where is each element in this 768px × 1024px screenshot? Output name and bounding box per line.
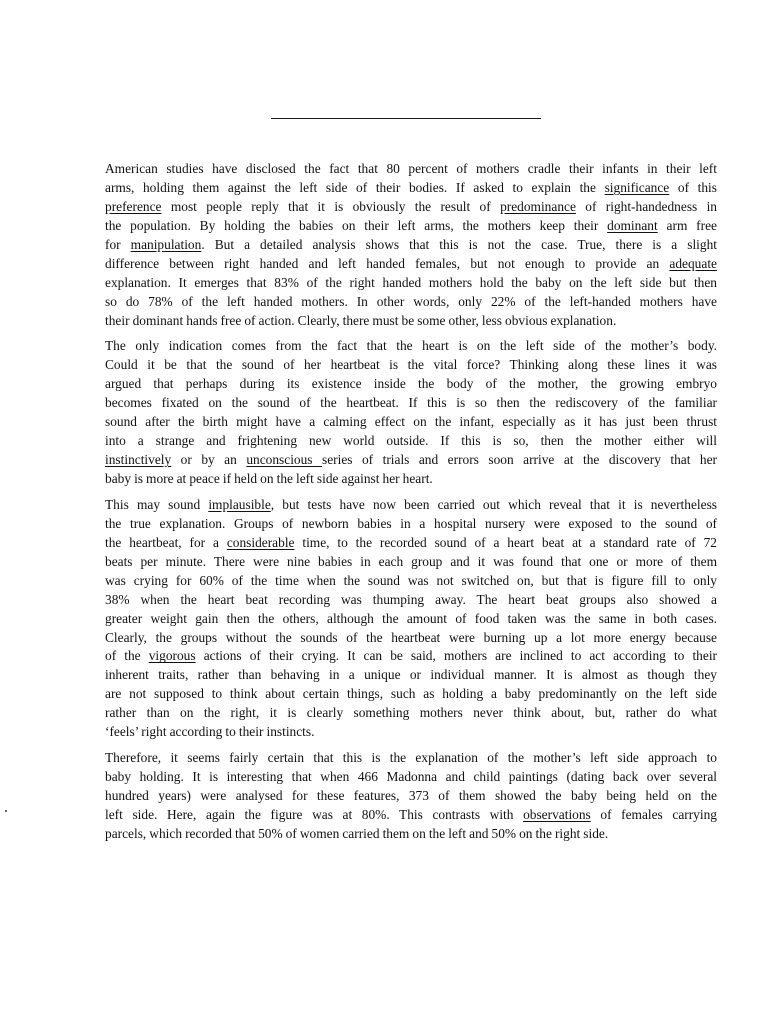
scan-speck: [5, 810, 7, 812]
text-line: [105, 806, 717, 825]
text-line: [105, 160, 717, 179]
underlined-vocabulary-word: predominance: [500, 198, 576, 214]
text-run: the heartbeat, for a: [105, 534, 227, 550]
text-run: difference between right handed and left handed females, but not enough to provide an: [105, 255, 670, 271]
text-run: Clearly, the groups without the sounds of the heartbeat were burning up a lot more energy because: [105, 629, 717, 645]
text-line: [105, 704, 717, 723]
text-run: argued that perhaps during its existence inside the body of the mother, the growing embryo: [105, 376, 717, 392]
text-run: their dominant hands free of action. Clearly, there must be some other, less obvious explanation.: [105, 312, 617, 328]
text-line: [105, 749, 717, 768]
paragraph: [105, 337, 717, 489]
text-run: . But a detailed analysis shows that this is not the case. True, there is a slight: [201, 236, 717, 252]
underlined-vocabulary-word: dominant: [607, 217, 658, 233]
text-run: This may sound: [105, 496, 209, 512]
text-run: , but tests have now been carried out which reveal that it is nevertheless: [270, 496, 717, 512]
text-line: [105, 610, 717, 629]
text-run: Could it be that the sound of her heartbeat is the vital force? Thinking along these lines it was: [105, 357, 717, 373]
underlined-vocabulary-word: adequate: [669, 255, 717, 271]
paragraph: [105, 749, 717, 844]
underlined-vocabulary-word: considerable: [226, 534, 295, 550]
text-line: [105, 723, 717, 742]
text-run: baby is more at peace if held on the left side against her heart.: [105, 471, 433, 486]
text-line: [105, 337, 717, 356]
text-run: explanation. It emerges that 83% of the right handed mothers hold the baby on the left side but then: [105, 274, 717, 290]
text-run: American studies have disclosed the fact that 80 percent of mothers cradle their infants in their left: [105, 161, 717, 176]
text-line: [105, 293, 717, 312]
text-run: actions of their crying. It can be said, mothers are inclined to act according to their: [195, 648, 718, 664]
text-line: [105, 217, 717, 236]
text-run: of females carrying: [590, 806, 717, 822]
text-line: [105, 534, 717, 553]
text-line: [105, 787, 717, 806]
text-line: [105, 553, 717, 572]
text-line: [105, 825, 717, 844]
text-line: [105, 198, 717, 217]
underlined-vocabulary-word: instinctively: [105, 452, 172, 468]
text-line: [105, 236, 717, 255]
text-run: left side. Here, again the figure was at 80%. This contrasts with: [105, 806, 524, 822]
text-line: [105, 768, 717, 787]
text-run: The only indication comes from the fact that the heart is on the left side of the mother’s body.: [105, 338, 717, 354]
text-run: most people reply that it is obviously the result of: [161, 198, 501, 214]
text-run: becomes fixated on the sound of the heartbeat. If this is so then the rediscovery of the familiar: [105, 395, 717, 411]
text-run: the true explanation. Groups of newborn babies in a hospital nursery were exposed to the sound of: [105, 515, 717, 531]
text-run: rather than on the right, it is clearly something mothers never think about, but, rather do what: [105, 705, 717, 721]
text-run: the population. By holding the babies on their left arms, the mothers keep their: [105, 217, 608, 233]
text-line: [105, 394, 717, 413]
text-line: [105, 666, 717, 685]
underlined-vocabulary-word: observations: [523, 806, 591, 822]
text-run: 38% when the heart beat recording was thumping away. The heart beat groups also showed a: [105, 591, 717, 607]
text-run: of the: [105, 648, 149, 664]
text-line: [105, 312, 717, 331]
text-line: [105, 451, 717, 470]
text-run: for: [105, 236, 131, 252]
title-underline-rule: [271, 118, 541, 119]
text-run: so do 78% of the left handed mothers. In other words, only 22% of the left-handed mothers have: [105, 293, 717, 309]
text-run: was crying for 60% of the time when the sound was not switched on, but that is figure fill to only: [105, 572, 717, 588]
text-run: beats per minute. There were nine babies in each group and it was found that one or more of them: [105, 553, 717, 569]
text-run: arm free: [657, 217, 717, 233]
text-run: parcels, which recorded that 50% of women carried them on the left and 50% on the right side.: [105, 825, 609, 841]
text-line: [105, 432, 717, 451]
text-line: [105, 413, 717, 432]
text-run: or by an: [171, 452, 247, 468]
text-line: [105, 496, 717, 515]
text-line: [105, 591, 717, 610]
text-run: of right-handedness in: [575, 198, 717, 214]
underlined-vocabulary-word: preference: [105, 198, 162, 214]
text-line: [105, 470, 717, 489]
underlined-vocabulary-word: unconscious: [246, 452, 322, 468]
text-run: are not supposed to think about certain things, such as holding a baby predominantly on the left side: [105, 686, 717, 702]
text-run: ‘feels’ right according to their instincts.: [105, 724, 315, 740]
text-line: [105, 255, 717, 274]
text-line: [105, 515, 717, 534]
text-line: [105, 375, 717, 394]
text-run: inherent traits, rather than behaving in a unique or individual manner. It is almost as though they: [105, 667, 717, 683]
text-run: greater weight gain then the others, although the amount of food taken was the same in both cases.: [105, 610, 717, 626]
text-run: Therefore, it seems fairly certain that this is the explanation of the mother’s left side approach to: [105, 750, 717, 766]
text-line: [105, 572, 717, 591]
text-run: of this: [669, 179, 717, 195]
underlined-vocabulary-word: implausible: [208, 496, 271, 512]
text-run: sound after the birth might have a calming effect on the infant, especially as it has just been thrust: [105, 414, 717, 430]
text-line: [105, 685, 717, 704]
passage-body: [105, 160, 717, 851]
text-run: baby holding. It is interesting that when 466 Madonna and child paintings (dating back over several: [105, 769, 717, 785]
text-run: series of trials and errors soon arrive at the discovery that her: [322, 452, 718, 468]
underlined-vocabulary-word: significance: [604, 179, 670, 195]
text-run: arms, holding them against the left side of their bodies. If asked to explain the: [105, 179, 605, 195]
text-line: [105, 647, 717, 666]
text-line: [105, 179, 717, 198]
text-line: [105, 274, 717, 293]
underlined-vocabulary-word: vigorous: [148, 648, 196, 664]
paragraph: [105, 496, 717, 742]
text-run: time, to the recorded sound of a heart beat at a standard rate of 72: [294, 534, 717, 550]
underlined-vocabulary-word: manipulation: [130, 236, 202, 252]
text-line: [105, 356, 717, 375]
text-run: into a strange and frightening new world outside. If this is so, then the mother either will: [105, 433, 717, 449]
text-run: hundred years) were analysed for these features, 373 of them showed the baby being held on the: [105, 788, 717, 803]
text-line: [105, 629, 717, 648]
paragraph: [105, 160, 717, 330]
